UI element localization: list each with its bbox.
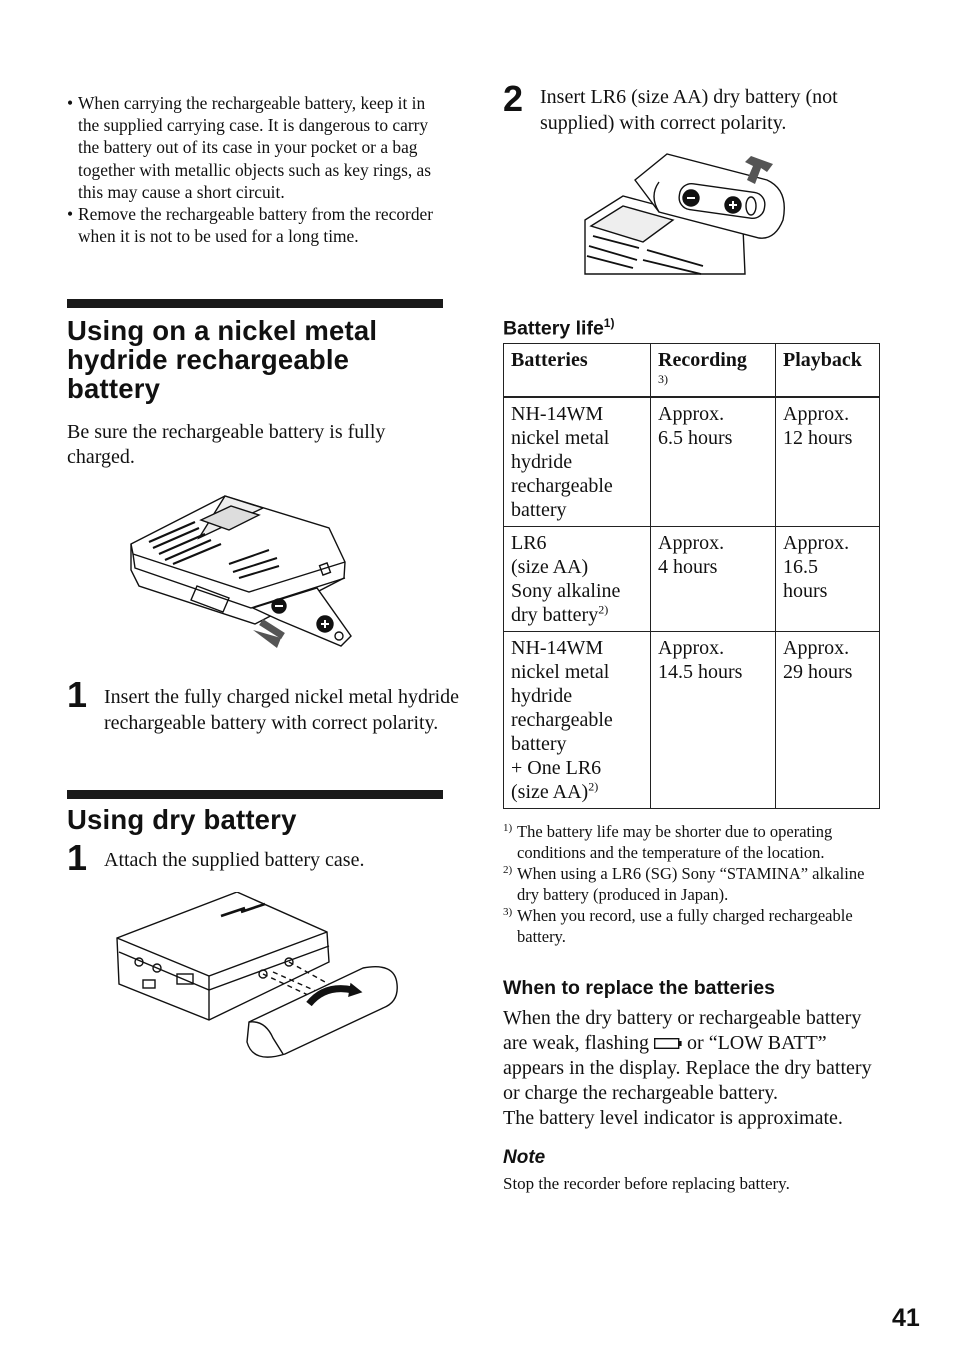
step-number: 1 (67, 837, 88, 879)
cell-battery: LR6 (size AA) Sony alkaline dry battery$^{2)}$ (504, 526, 651, 631)
table-header-row (504, 343, 880, 397)
nimh-intro: Be sure the rechargeable battery is fully charged. (67, 421, 386, 469)
cell-recording: Approx. 14.5 hours (651, 631, 776, 808)
cell-playback: Approx. 12 hours (776, 397, 880, 527)
footnote: 3) When you record, use a fully charged rechargeable battery. (503, 905, 853, 946)
cell-battery: NH-14WM nickel metal hydride rechargeable battery + One LR6 (size AA)$^{2)}$ (504, 631, 651, 808)
step-text: Insert the fully charged nickel metal hydride rechargeable battery with correct polarity. (104, 686, 460, 734)
caution-item: • When carrying the rechargeable battery, keep it in the supplied carrying case. It is dangerous to carry the battery out of its case in your pocket or a bag together with metallic objects such as key rings, as this may cause a short circuit. (67, 92, 443, 203)
battery-life-table (503, 343, 880, 809)
col-header-playback: Playback (776, 343, 880, 397)
cell-playback: Approx. 29 hours (776, 631, 880, 808)
step-text: Attach the supplied battery case. (104, 849, 365, 872)
step-text: Insert LR6 (size AA) dry battery (not supplied) with correct polarity. (540, 86, 838, 134)
cell-recording: Approx. 6.5 hours (651, 397, 776, 527)
replace-text: When the dry battery or rechargeable battery are weak, flashing or “LOW BATT” appears in the display. Replace the dry battery or charge the rechargeable battery. (503, 1006, 872, 1104)
illustration-battery-case (113, 892, 443, 1062)
step-insert-rechargeable (67, 674, 474, 736)
right-column (503, 78, 883, 1195)
section-heading-dry: Using dry battery (67, 804, 297, 836)
step-insert-dry-battery (503, 78, 916, 136)
caution-list (67, 92, 443, 247)
step-number: 2 (503, 78, 524, 119)
step-number: 1 (67, 674, 88, 716)
table-row (504, 526, 880, 631)
table-row (504, 397, 880, 527)
caution-item: • Remove the rechargeable battery from the recorder when it is not to be used for a long time. (67, 203, 443, 247)
table-body (504, 397, 880, 809)
replace-heading: When to replace the batteries (503, 976, 775, 999)
col-header-batteries: Batteries (504, 343, 651, 397)
step-attach-case (67, 837, 443, 879)
page-number: 41 (892, 1304, 920, 1332)
col-header-recording: Recording 3) (651, 343, 776, 397)
left-column (67, 92, 460, 1062)
illustration-insert-lr6 (583, 150, 883, 278)
note-heading: Note (503, 1146, 546, 1168)
cell-playback: Approx. 16.5 hours (776, 526, 880, 631)
footnote: 2) When using a LR6 (SG) Sony “STAMINA” alkaline dry battery (produced in Japan). (503, 863, 865, 904)
section-heading-nimh: Using on a nickel metal hydride rechargeable battery (67, 315, 378, 405)
footnote: 1) The battery life may be shorter due to operating conditions and the temperature of the location. (503, 821, 833, 862)
footnotes (503, 821, 883, 947)
battery-empty-icon (654, 1038, 682, 1049)
section-rule (67, 790, 443, 799)
cell-recording: Approx. 4 hours (651, 526, 776, 631)
battery-life-title: Battery life$^{1)}$ (503, 316, 615, 340)
cell-battery: NH-14WM nickel metal hydride rechargeable battery (504, 397, 651, 527)
replace-approx-text: The battery level indicator is approximate. (503, 1106, 843, 1129)
note-text: Stop the recorder before replacing battery. (503, 1173, 790, 1193)
illustration-recorder-rechargeable (129, 488, 443, 653)
table-row (504, 631, 880, 808)
section-rule (67, 299, 443, 308)
